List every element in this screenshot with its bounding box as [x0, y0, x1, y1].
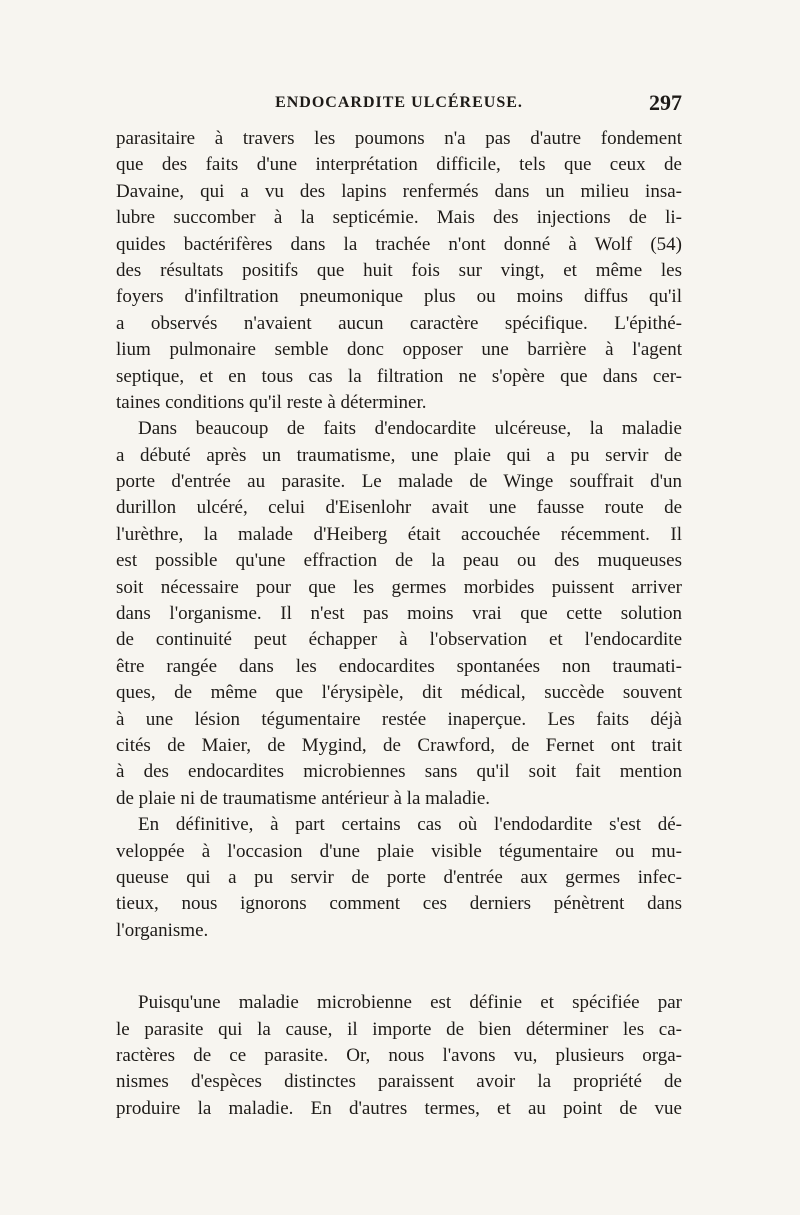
text-line: a débuté après un traumatisme, une plaie qui a pu servir de — [116, 444, 682, 466]
page-header — [116, 90, 682, 126]
text-line: Dans beaucoup de faits d'endocardite ulcéreuse, la maladie — [138, 418, 682, 440]
text-line: septique, et en tous cas la filtration ne s'opère que dans cer- — [116, 365, 682, 387]
text-line: l'organisme. — [116, 919, 209, 941]
text-line: cités de Maier, de Mygind, de Crawford, de Fernet ont trait — [116, 734, 682, 756]
running-title: ENDOCARDITE ULCÉREUSE. — [275, 94, 523, 111]
text-line: dans l'organisme. Il n'est pas moins vrai que cette solution — [116, 603, 682, 625]
text-line: veloppée à l'occasion d'une plaie visible tégumentaire ou mu- — [116, 840, 682, 862]
page-number: 297 — [649, 90, 682, 115]
text-line: porte d'entrée au parasite. Le malade de Winge souffrait d'un — [116, 471, 682, 493]
text-line: de plaie ni de traumatisme antérieur à la maladie. — [116, 787, 491, 809]
paragraph — [116, 416, 682, 812]
text-line: soit nécessaire pour que les germes morbides puissent arriver — [116, 576, 682, 598]
text-line: a observés n'avaient aucun caractère spécifique. L'épithé- — [116, 312, 682, 334]
text-line: Puisqu'une maladie microbienne est définie et spécifiée par — [138, 992, 682, 1014]
text-line: lubre succomber à la septicémie. Mais des injections de li- — [116, 207, 682, 229]
text-line: est possible qu'une effraction de la peau ou des muqueuses — [116, 550, 682, 572]
text-line: queuse qui a pu servir de porte d'entrée aux germes infec- — [116, 866, 682, 888]
body-text — [116, 126, 682, 1122]
text-line: que des faits d'une interprétation difficile, tels que ceux de — [116, 154, 682, 176]
paragraph — [116, 990, 682, 1122]
text-line: Davaine, qui a vu des lapins renfermés dans un milieu insa- — [116, 180, 682, 202]
text-line: de continuité peut échapper à l'observation et l'endocardite — [116, 629, 682, 651]
text-line: foyers d'infiltration pneumonique plus ou moins diffus qu'il — [116, 286, 682, 308]
text-line: l'urèthre, la malade d'Heiberg était accouchée récemment. Il — [116, 523, 682, 545]
text-line: taines conditions qu'il reste à déterminer. — [116, 391, 427, 413]
text-line: des résultats positifs que huit fois sur vingt, et même les — [116, 259, 682, 281]
text-line: tieux, nous ignorons comment ces derniers pénètrent dans — [116, 893, 682, 915]
text-line: à une lésion tégumentaire restée inaperçue. Les faits déjà — [116, 708, 682, 730]
paragraph — [116, 812, 682, 944]
text-line: ques, de même que l'érysipèle, dit médical, succède souvent — [116, 682, 682, 704]
text-line: produire la maladie. En d'autres termes, et au point de vue — [116, 1097, 682, 1119]
text-line: quides bactérifères dans la trachée n'ont donné à Wolf (54) — [116, 233, 682, 255]
paragraph — [116, 126, 682, 416]
text-line: à des endocardites microbiennes sans qu'il soit fait mention — [116, 761, 682, 783]
text-line: lium pulmonaire semble donc opposer une barrière à l'agent — [116, 339, 682, 361]
paragraph-gap — [116, 944, 682, 990]
text-line: durillon ulcéré, celui d'Eisenlohr avait une fausse route de — [116, 497, 682, 519]
text-line: En définitive, à part certains cas où l'endodardite s'est dé- — [138, 814, 682, 836]
text-line: le parasite qui la cause, il importe de bien déterminer les ca- — [116, 1018, 682, 1040]
text-line: nismes d'espèces distinctes paraissent avoir la propriété de — [116, 1071, 682, 1093]
text-line: être rangée dans les endocardites spontanées non traumati- — [116, 655, 682, 677]
text-line: ractères de ce parasite. Or, nous l'avons vu, plusieurs orga- — [116, 1044, 682, 1066]
text-line: parasitaire à travers les poumons n'a pas d'autre fondement — [116, 128, 682, 149]
